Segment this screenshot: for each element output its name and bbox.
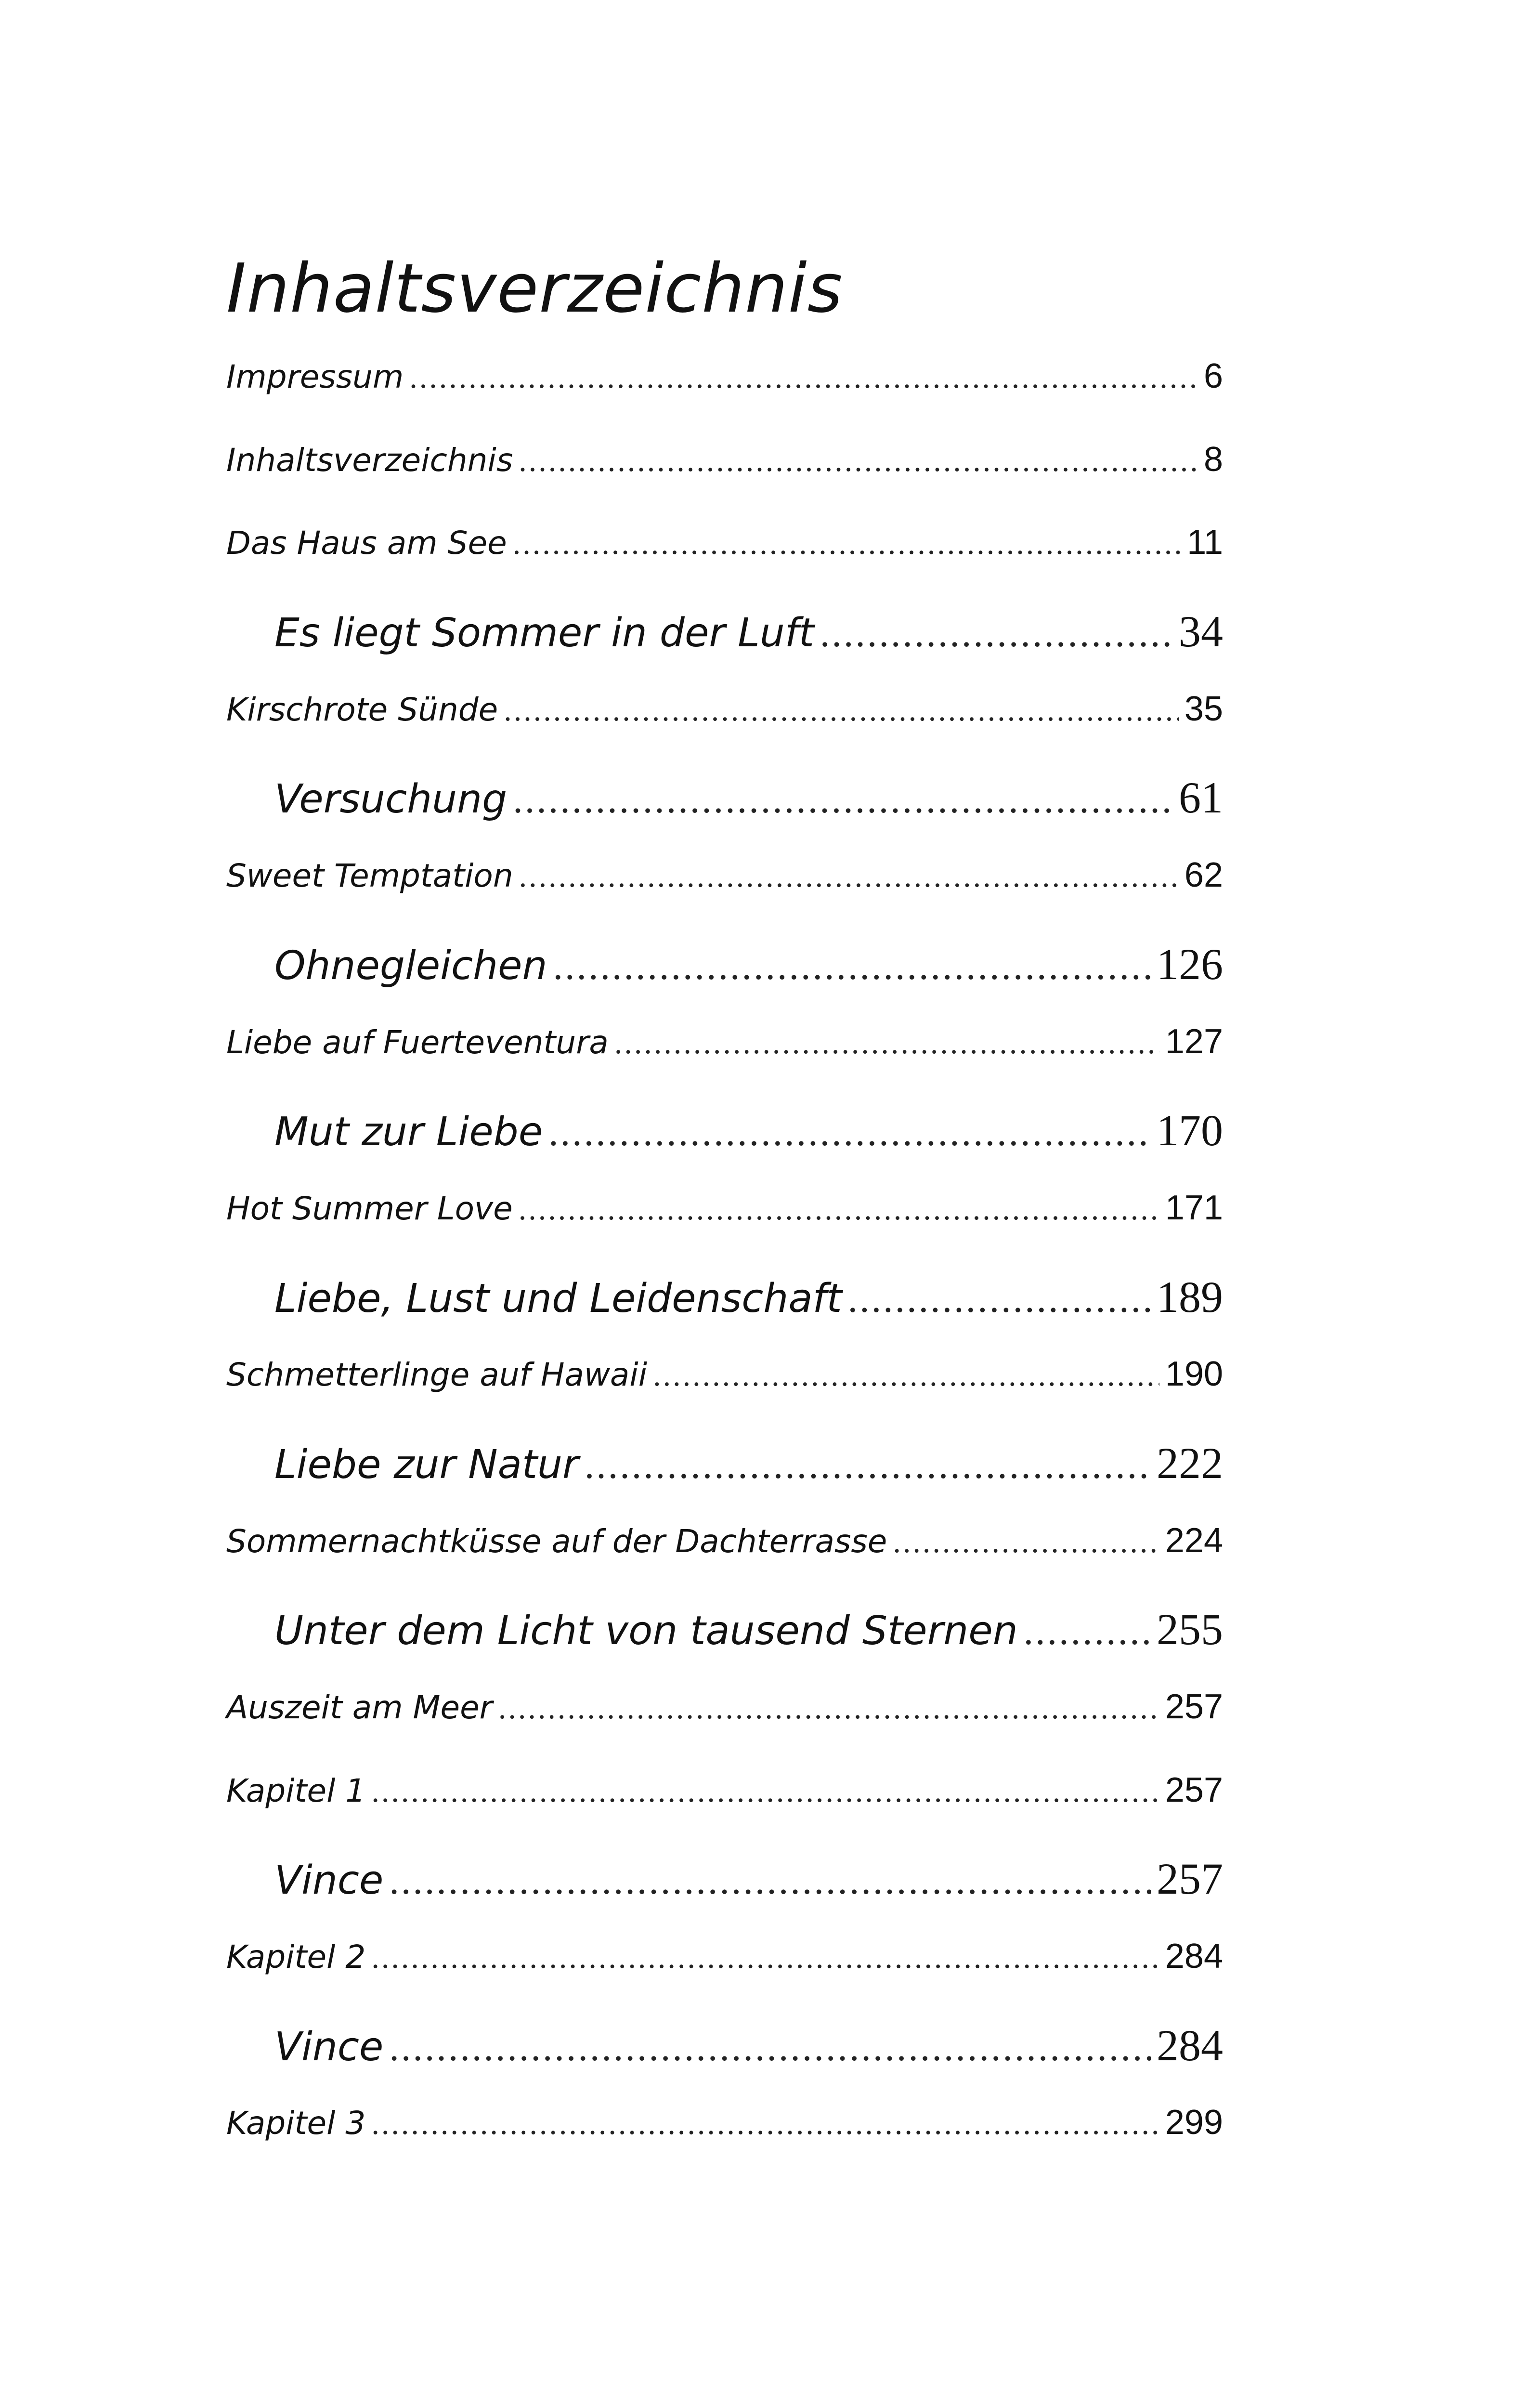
dot-leader xyxy=(585,1442,1151,1488)
toc-list xyxy=(226,356,1223,2186)
toc-entry-page: 257 xyxy=(1165,1688,1223,1726)
toc-entry-title: Kapitel 1 xyxy=(226,1772,366,1809)
toc-entry xyxy=(226,1521,1223,1604)
toc-subentry xyxy=(226,1105,1223,1188)
dot-leader xyxy=(513,777,1173,822)
toc-entry xyxy=(226,1770,1223,1854)
toc-subentry xyxy=(226,2020,1223,2103)
dot-leader xyxy=(653,1357,1159,1394)
toc-entry-title: Liebe, Lust und Leidenschaft xyxy=(274,1275,842,1322)
toc-entry-title: Unter dem Licht von tausend Sternen xyxy=(274,1608,1018,1654)
toc-entry-title: Das Haus am See xyxy=(226,524,507,562)
toc-entry-page: 255 xyxy=(1157,1605,1223,1654)
toc-entry-title: Sommernachtküsse auf der Dachterrasse xyxy=(226,1522,887,1560)
toc-entry-page: 11 xyxy=(1187,523,1223,562)
dot-leader xyxy=(504,692,1179,729)
dot-leader xyxy=(371,2106,1159,2142)
toc-entry-title: Sweet Temptation xyxy=(226,857,513,895)
toc-entry xyxy=(226,1937,1223,2020)
toc-entry-page: 224 xyxy=(1165,1521,1223,1560)
toc-subentry xyxy=(226,1853,1223,1937)
toc-entry-title: Auszeit am Meer xyxy=(226,1689,493,1726)
toc-entry-page: 126 xyxy=(1157,939,1223,989)
toc-entry xyxy=(226,356,1223,440)
dot-leader xyxy=(498,1690,1159,1727)
dot-leader xyxy=(389,2025,1151,2070)
dot-leader xyxy=(893,1524,1159,1560)
toc-entry-title: Kapitel 2 xyxy=(226,1938,366,1976)
toc-entry-title: Ohnegleichen xyxy=(274,942,547,989)
dot-leader xyxy=(519,858,1179,895)
toc-entry xyxy=(226,1354,1223,1438)
toc-entry-title: Versuchung xyxy=(274,776,508,823)
page-title: Inhaltsverzeichnis xyxy=(226,249,843,328)
dot-leader xyxy=(820,611,1173,656)
toc-subentry xyxy=(226,772,1223,855)
toc-subentry xyxy=(226,939,1223,1022)
toc-subentry xyxy=(226,1438,1223,1521)
toc-entry-page: 62 xyxy=(1184,856,1223,895)
dot-leader xyxy=(848,1276,1151,1322)
toc-entry xyxy=(226,1188,1223,1271)
toc-entry-page: 61 xyxy=(1179,773,1223,823)
dot-leader xyxy=(614,1025,1159,1061)
toc-entry-title: Kapitel 3 xyxy=(226,2105,366,2142)
toc-entry xyxy=(226,855,1223,939)
toc-subentry xyxy=(226,606,1223,689)
toc-entry-page: 170 xyxy=(1157,1106,1223,1155)
toc-entry-title: Vince xyxy=(274,2024,384,2070)
toc-entry xyxy=(226,440,1223,523)
toc-entry-title: Impressum xyxy=(226,358,404,395)
toc-subentry xyxy=(226,1271,1223,1355)
toc-entry-page: 257 xyxy=(1165,1770,1223,1809)
toc-entry-page: 190 xyxy=(1165,1355,1223,1394)
toc-entry-page: 284 xyxy=(1157,2020,1223,2070)
toc-entry-title: Liebe zur Natur xyxy=(274,1441,579,1488)
toc-entry xyxy=(226,1687,1223,1770)
toc-entry-page: 6 xyxy=(1203,357,1223,395)
toc-entry-title: Hot Summer Love xyxy=(226,1190,513,1227)
dot-leader xyxy=(553,943,1151,989)
dot-leader xyxy=(371,1939,1159,1976)
dot-leader xyxy=(1024,1609,1151,1654)
dot-leader xyxy=(371,1773,1159,1810)
dot-leader xyxy=(519,443,1198,479)
toc-entry-title: Liebe auf Fuerteventura xyxy=(226,1023,609,1061)
toc-entry-page: 171 xyxy=(1165,1188,1223,1227)
dot-leader xyxy=(513,525,1182,562)
toc-entry-page: 257 xyxy=(1157,1854,1223,1904)
toc-entry-page: 284 xyxy=(1165,1937,1223,1976)
toc-entry-page: 189 xyxy=(1157,1272,1223,1322)
toc-subentry xyxy=(226,1604,1223,1687)
toc-entry xyxy=(226,523,1223,606)
dot-leader xyxy=(409,359,1198,396)
toc-entry-page: 8 xyxy=(1203,440,1223,479)
toc-entry-page: 127 xyxy=(1165,1022,1223,1061)
toc-entry-title: Kirschrote Sünde xyxy=(226,691,498,728)
toc-entry-page: 35 xyxy=(1184,689,1223,728)
dot-leader xyxy=(548,1110,1151,1155)
toc-entry xyxy=(226,689,1223,772)
toc-entry-title: Vince xyxy=(274,1858,384,1904)
toc-entry-title: Inhaltsverzeichnis xyxy=(226,441,513,479)
toc-entry-page: 299 xyxy=(1165,2103,1223,2142)
dot-leader xyxy=(389,1858,1151,1903)
toc-entry-title: Mut zur Liebe xyxy=(274,1109,543,1155)
toc-entry xyxy=(226,1022,1223,1105)
toc-entry xyxy=(226,2103,1223,2186)
toc-entry-title: Es liegt Sommer in der Luft xyxy=(274,610,814,656)
toc-entry-page: 222 xyxy=(1157,1438,1223,1488)
dot-leader xyxy=(519,1191,1159,1228)
toc-entry-title: Schmetterlinge auf Hawaii xyxy=(226,1356,648,1394)
toc-entry-page: 34 xyxy=(1179,607,1223,656)
